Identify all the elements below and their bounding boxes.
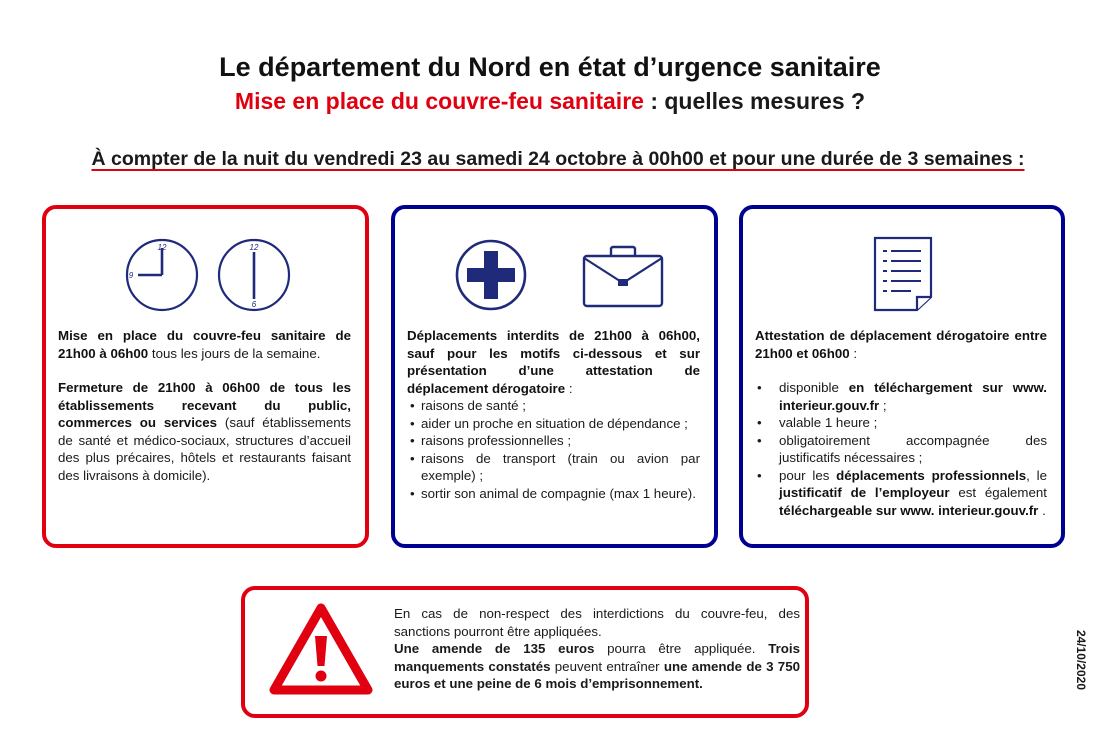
svg-text:6: 6 <box>251 300 257 309</box>
svg-text:12: 12 <box>249 243 259 252</box>
date-stamp: 24/10/2020 <box>1074 629 1088 690</box>
medical-cross-icon <box>453 237 529 313</box>
svg-text:12: 12 <box>157 243 167 252</box>
list-item: • aider un proche en situation de dépendance ; <box>407 415 700 433</box>
clock-21h-icon <box>124 237 200 313</box>
travel-reasons-list <box>407 397 700 502</box>
sanctions-box <box>241 586 809 718</box>
attestation-list <box>755 379 1047 519</box>
curfew-card <box>42 205 369 548</box>
list-item: • pour les déplacements professionnels, le justificatif de l’employeur est également téléchargeable sur www. interieur.gouv.fr . <box>755 467 1047 520</box>
travel-restrictions-card <box>391 205 718 548</box>
list-item: • valable 1 heure ; <box>755 414 1047 432</box>
svg-text:9: 9 <box>128 271 134 280</box>
attestation-text: Attestation de déplacement dérogatoire entre 21h00 et 06h00 : • disponible en téléchargement sur www. interieur.gouv.fr ; • valable 1 heure ; • obligatoirement accompagnée des justificatifs nécessaires ; • pour les déplacements professionnels, le justificatif de l’employeur est également téléchargeable sur www. interieur.gouv.fr . <box>755 327 1047 519</box>
list-item: • sortir son animal de compagnie (max 1 heure). <box>407 485 700 503</box>
page-subtitle <box>0 88 1100 115</box>
list-item: • raisons de transport (train ou avion par exemple) ; <box>407 450 700 485</box>
warning-triangle-icon <box>269 602 373 698</box>
document-icon <box>871 235 935 313</box>
list-item: • disponible en téléchargement sur www. interieur.gouv.fr ; <box>755 379 1047 414</box>
subtitle-highlight: Mise en place du couvre-feu sanitaire <box>234 88 644 114</box>
sanctions-text: En cas de non-respect des interdictions du couvre-feu, des sanctions pourront être appliquées. Une amende de 135 euros pourra être appliquée. Trois manquements constatés peuvent entraîner une amende de 3 750 euros et une peine de 6 mois d’emprisonnement. <box>394 606 800 691</box>
travel-restrictions-text: Déplacements interdits de 21h00 à 06h00, sauf pour les motifs ci-dessous et sur présentation d’une attestation de déplacement dérogatoire : • raisons de santé ; • aider un proche en situation de dépendance ; • raisons professionnelles ; • raisons de transport (train ou avion par exemple) ; • sortir son animal de compagnie (max 1 heure). <box>407 327 700 502</box>
curfew-text: Mise en place du couvre-feu sanitaire de 21h00 à 06h00 tous les jours de la semaine. Fermeture de 21h00 à 06h00 de tous les établissements recevant du public, commerces ou services (sauf établissements de santé et médico-sociaux, structures d’accueil des plus précaires, hôtels et restaurants faisant des livraisons à domicile). <box>58 328 351 483</box>
list-item: • obligatoirement accompagnée des justificatifs nécessaires ; <box>755 432 1047 467</box>
attestation-card <box>739 205 1065 548</box>
page-title: Le département du Nord en état d’urgence sanitaire <box>219 52 881 82</box>
list-item: • raisons professionnelles ; <box>407 432 700 450</box>
intro-line: À compter de la nuit du vendredi 23 au samedi 24 octobre à 00h00 et pour une durée de 3 semaines : <box>91 148 1025 170</box>
subtitle-rest: : quelles mesures ? <box>643 88 866 114</box>
list-item: • raisons de santé ; <box>407 397 700 415</box>
briefcase-icon <box>581 245 665 309</box>
clock-6h-icon <box>216 237 292 313</box>
